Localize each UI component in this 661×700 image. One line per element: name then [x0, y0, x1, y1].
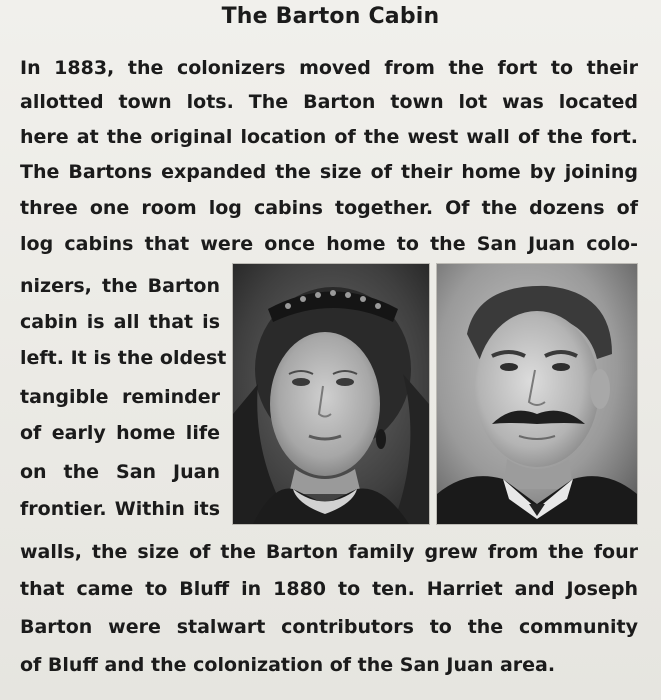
body-line: three one room log cabins together. Of the dozens of — [20, 197, 638, 219]
body-line: log cabins that were once home to the San Juan colo- — [20, 233, 638, 255]
body-line: cabin is all that is — [20, 311, 220, 333]
portrait-photo-woman — [232, 263, 430, 525]
body-line: of early home life — [20, 422, 220, 444]
body-line: that came to Bluff in 1880 to ten. Harriet and Joseph — [20, 578, 638, 600]
body-line: The Bartons expanded the size of their home by joining — [20, 161, 638, 183]
body-line: tangible reminder — [20, 386, 220, 408]
body-line: walls, the size of the Barton family grew from the four — [20, 541, 638, 563]
body-line: of Bluff and the colonization of the San Juan area. — [20, 654, 556, 676]
body-line: frontier. Within its — [20, 498, 220, 520]
body-line: here at the original location of the west wall of the fort. — [20, 126, 638, 148]
portrait-photo-man — [436, 263, 638, 525]
body-line: on the San Juan — [20, 461, 220, 483]
body-line: In 1883, the colonizers moved from the fort to their — [20, 57, 638, 79]
body-line: Barton were stalwart contributors to the community — [20, 616, 638, 638]
body-line: left. It is the oldest — [20, 347, 227, 369]
body-line: allotted town lots. The Barton town lot was located — [20, 91, 638, 113]
sign-title: The Barton Cabin — [221, 4, 440, 29]
body-line: nizers, the Barton — [20, 275, 220, 297]
